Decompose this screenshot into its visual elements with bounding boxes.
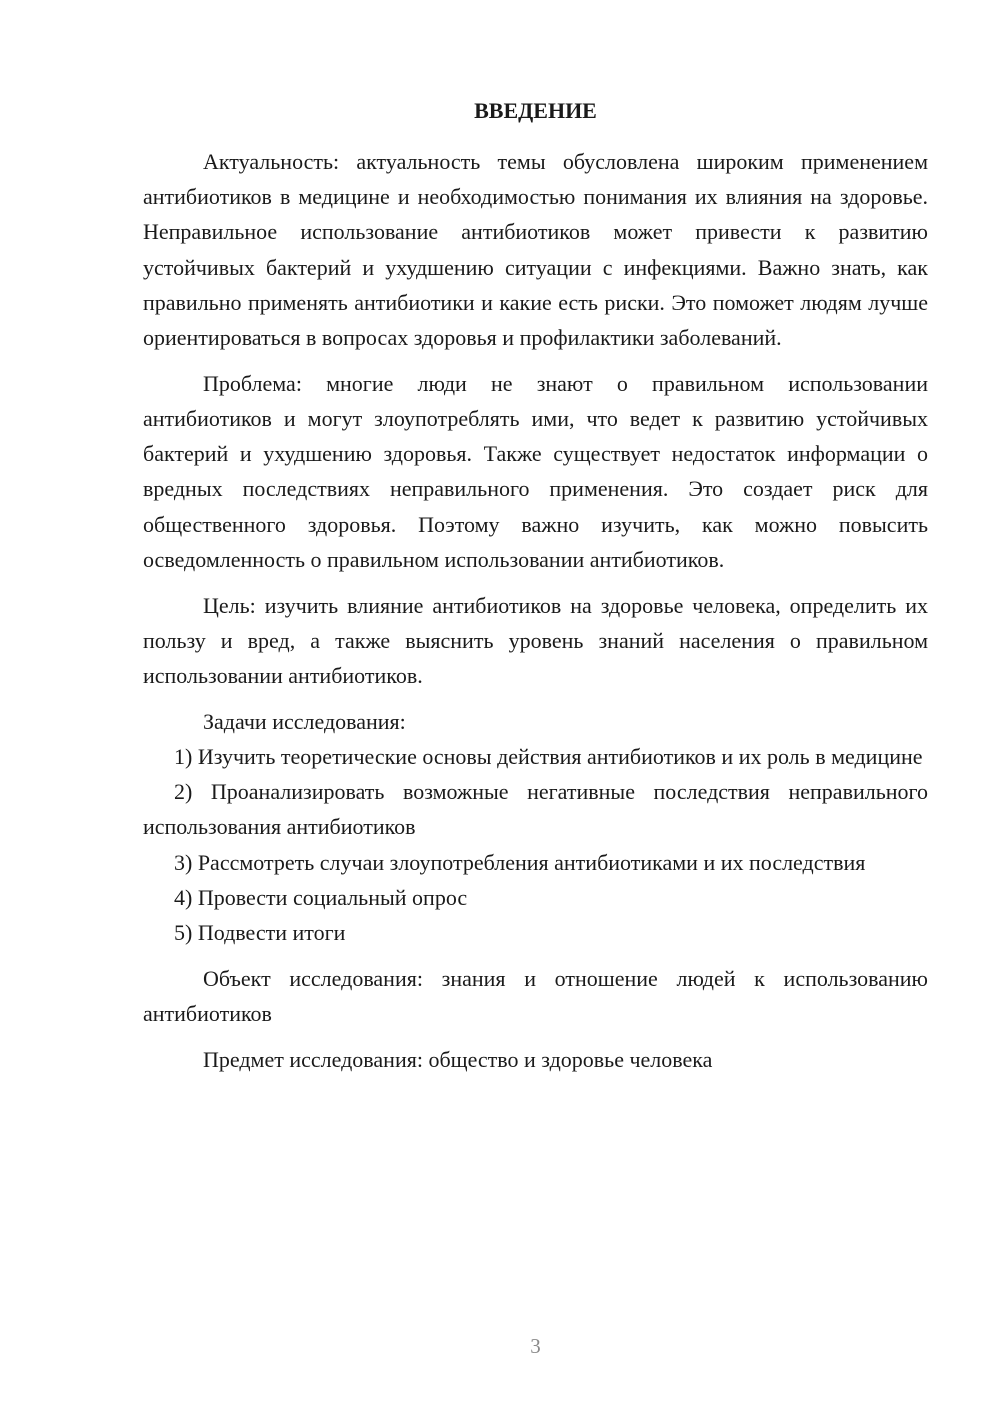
page-number: 3 — [530, 1334, 541, 1358]
document-page — [143, 0, 928, 1414]
tasks-heading: Задачи исследования: — [203, 708, 406, 734]
section-title: ВВЕДЕНИЕ — [474, 98, 597, 123]
task-item-3: 3) Рассмотреть случаи злоупотребления антибиотиками и их последствия — [174, 849, 866, 875]
task-item-4: 4) Провести социальный опрос — [174, 884, 468, 910]
document-body — [143, 144, 928, 1077]
problem-paragraph: Проблема: многие люди не знают о правильном использовании антибиотиков и могут злоупотреблять ими, что ведет к развитию устойчивых бактерий и ухудшению здоровья. Также существует недостаток информации о вредных последствиях неправильного применения. Это создает риск для общественного здоровья. Поэтому важно изучить, как можно повысить осведомленность о правильном использовании антибиотиков. — [143, 370, 928, 572]
task-item-2: 2) Проанализировать возможные негативные последствия неправильного использования антибиотиков — [143, 779, 928, 840]
goal-paragraph: Цель: изучить влияние антибиотиков на здоровье человека, определить их пользу и вред, а также выяснить уровень знаний населения о правильном использовании антибиотиков. — [143, 592, 928, 689]
research-object-paragraph: Объект исследования: знания и отношение людей к использованию антибиотиков — [143, 965, 928, 1027]
task-item-1: 1) Изучить теоретические основы действия антибиотиков и их роль в медицине — [174, 744, 923, 770]
research-subject-paragraph: Предмет исследования: общество и здоровье человека — [203, 1046, 713, 1072]
task-item-5: 5) Подвести итоги — [174, 920, 346, 946]
relevance-paragraph: Актуальность: актуальность темы обусловлена широким применением антибиотиков в медицине и необходимостью понимания их влияния на здоровье. Неправильное использование антибиотиков может привести к развитию устойчивых бактерий и ухудшению ситуации с инфекциями. Важно знать, как правильно применять антибиотики и какие есть риски. Это поможет людям лучше ориентироваться в вопросах здоровья и профилактики заболеваний. — [143, 149, 928, 351]
